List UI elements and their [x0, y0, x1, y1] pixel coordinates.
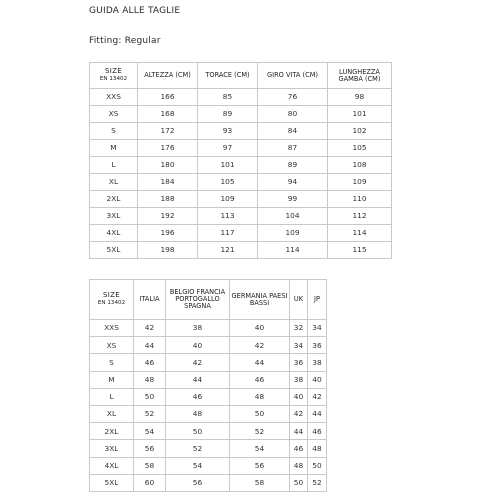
cell-jp: 38	[308, 354, 327, 371]
cell-height: 184	[138, 174, 198, 191]
cell-leg: 105	[328, 140, 392, 157]
cell-waist: 94	[258, 174, 328, 191]
header-waist: GIRO VITA (CM)	[258, 63, 328, 89]
header-size-label: SIZE	[103, 291, 120, 300]
conversion-row	[90, 337, 327, 354]
header-size	[90, 63, 138, 89]
cell-height: 176	[138, 140, 198, 157]
conversion-row	[90, 423, 327, 440]
measures-header-row	[90, 63, 392, 89]
cell-height: 196	[138, 225, 198, 242]
cell-belgium: 50	[166, 423, 230, 440]
cell-chest: 89	[198, 106, 258, 123]
cell-size: S	[90, 123, 138, 140]
measures-row	[90, 123, 392, 140]
cell-size: 2XL	[90, 423, 134, 440]
cell-waist: 76	[258, 89, 328, 106]
cell-belgium: 48	[166, 405, 230, 422]
cell-chest: 121	[198, 242, 258, 259]
measures-row	[90, 106, 392, 123]
measures-row	[90, 89, 392, 106]
cell-italy: 52	[134, 405, 166, 422]
cell-size: S	[90, 354, 134, 371]
cell-size: 3XL	[90, 440, 134, 457]
cell-chest: 113	[198, 208, 258, 225]
cell-size: XS	[90, 106, 138, 123]
cell-germany: 42	[230, 337, 290, 354]
conversion-row	[90, 354, 327, 371]
measures-table	[89, 62, 392, 259]
measures-row	[90, 157, 392, 174]
cell-height: 192	[138, 208, 198, 225]
cell-chest: 93	[198, 123, 258, 140]
header-germany-netherlands: GERMANIA PAESI BASSI	[230, 280, 290, 320]
cell-size: 2XL	[90, 191, 138, 208]
measures-row	[90, 225, 392, 242]
cell-germany: 58	[230, 474, 290, 491]
cell-size: M	[90, 140, 138, 157]
cell-belgium: 46	[166, 388, 230, 405]
cell-waist: 80	[258, 106, 328, 123]
header-size	[90, 280, 134, 320]
cell-size: 4XL	[90, 457, 134, 474]
cell-height: 198	[138, 242, 198, 259]
conversion-header-row	[90, 280, 327, 320]
measures-row	[90, 242, 392, 259]
measures-row	[90, 140, 392, 157]
cell-germany: 40	[230, 320, 290, 337]
cell-leg: 114	[328, 225, 392, 242]
cell-germany: 54	[230, 440, 290, 457]
header-belgium-france-portugal-spain: BELGIO FRANCIA PORTOGALLO SPAGNA	[166, 280, 230, 320]
cell-italy: 48	[134, 371, 166, 388]
cell-belgium: 56	[166, 474, 230, 491]
cell-leg: 112	[328, 208, 392, 225]
conversion-row	[90, 440, 327, 457]
cell-size: XL	[90, 405, 134, 422]
header-leg-length: LUNGHEZZA GAMBA (CM)	[328, 63, 392, 89]
cell-jp: 48	[308, 440, 327, 457]
conversion-row	[90, 371, 327, 388]
cell-height: 180	[138, 157, 198, 174]
conversion-row	[90, 320, 327, 337]
cell-chest: 117	[198, 225, 258, 242]
cell-germany: 50	[230, 405, 290, 422]
cell-belgium: 38	[166, 320, 230, 337]
cell-belgium: 54	[166, 457, 230, 474]
cell-germany: 52	[230, 423, 290, 440]
cell-leg: 101	[328, 106, 392, 123]
cell-height: 188	[138, 191, 198, 208]
conversion-table	[89, 279, 327, 492]
header-italy: ITALIA	[134, 280, 166, 320]
cell-leg: 102	[328, 123, 392, 140]
cell-jp: 52	[308, 474, 327, 491]
cell-waist: 109	[258, 225, 328, 242]
conversion-row	[90, 388, 327, 405]
cell-size: L	[90, 157, 138, 174]
conversion-row	[90, 405, 327, 422]
cell-chest: 105	[198, 174, 258, 191]
cell-uk: 38	[290, 371, 308, 388]
measures-row	[90, 208, 392, 225]
cell-uk: 44	[290, 423, 308, 440]
cell-leg: 110	[328, 191, 392, 208]
cell-italy: 60	[134, 474, 166, 491]
cell-chest: 109	[198, 191, 258, 208]
cell-size: 4XL	[90, 225, 138, 242]
cell-waist: 114	[258, 242, 328, 259]
header-size-label: SIZE	[105, 67, 122, 76]
conversion-row	[90, 457, 327, 474]
header-size-standard: EN 13402	[97, 299, 126, 306]
cell-height: 166	[138, 89, 198, 106]
cell-waist: 87	[258, 140, 328, 157]
cell-uk: 40	[290, 388, 308, 405]
header-size-standard: EN 13402	[99, 75, 128, 82]
fitting-label: Fitting: Regular	[89, 36, 161, 46]
cell-uk: 36	[290, 354, 308, 371]
cell-uk: 32	[290, 320, 308, 337]
cell-italy: 42	[134, 320, 166, 337]
cell-italy: 58	[134, 457, 166, 474]
cell-uk: 46	[290, 440, 308, 457]
cell-height: 168	[138, 106, 198, 123]
cell-italy: 44	[134, 337, 166, 354]
cell-germany: 44	[230, 354, 290, 371]
cell-uk: 50	[290, 474, 308, 491]
cell-size: XL	[90, 174, 138, 191]
cell-uk: 34	[290, 337, 308, 354]
measures-row	[90, 174, 392, 191]
cell-height: 172	[138, 123, 198, 140]
cell-leg: 98	[328, 89, 392, 106]
cell-italy: 50	[134, 388, 166, 405]
cell-size: XXS	[90, 89, 138, 106]
cell-jp: 36	[308, 337, 327, 354]
cell-chest: 101	[198, 157, 258, 174]
cell-belgium: 42	[166, 354, 230, 371]
header-uk: UK	[290, 280, 308, 320]
header-jp: JP	[308, 280, 327, 320]
cell-jp: 50	[308, 457, 327, 474]
cell-italy: 56	[134, 440, 166, 457]
cell-chest: 85	[198, 89, 258, 106]
cell-uk: 42	[290, 405, 308, 422]
cell-italy: 54	[134, 423, 166, 440]
cell-chest: 97	[198, 140, 258, 157]
cell-leg: 115	[328, 242, 392, 259]
cell-size: L	[90, 388, 134, 405]
cell-jp: 42	[308, 388, 327, 405]
cell-leg: 108	[328, 157, 392, 174]
measures-row	[90, 191, 392, 208]
cell-waist: 104	[258, 208, 328, 225]
cell-size: 3XL	[90, 208, 138, 225]
cell-belgium: 52	[166, 440, 230, 457]
cell-jp: 44	[308, 405, 327, 422]
cell-belgium: 44	[166, 371, 230, 388]
cell-jp: 40	[308, 371, 327, 388]
cell-germany: 56	[230, 457, 290, 474]
cell-italy: 46	[134, 354, 166, 371]
header-chest: TORACE (CM)	[198, 63, 258, 89]
cell-waist: 89	[258, 157, 328, 174]
cell-size: 5XL	[90, 242, 138, 259]
cell-germany: 48	[230, 388, 290, 405]
cell-jp: 34	[308, 320, 327, 337]
cell-size: XS	[90, 337, 134, 354]
cell-waist: 84	[258, 123, 328, 140]
cell-size: XXS	[90, 320, 134, 337]
cell-uk: 48	[290, 457, 308, 474]
cell-belgium: 40	[166, 337, 230, 354]
page-title: GUIDA ALLE TAGLIE	[89, 6, 181, 16]
header-height: ALTEZZA (CM)	[138, 63, 198, 89]
cell-size: M	[90, 371, 134, 388]
cell-leg: 109	[328, 174, 392, 191]
cell-size: 5XL	[90, 474, 134, 491]
cell-waist: 99	[258, 191, 328, 208]
cell-jp: 46	[308, 423, 327, 440]
cell-germany: 46	[230, 371, 290, 388]
